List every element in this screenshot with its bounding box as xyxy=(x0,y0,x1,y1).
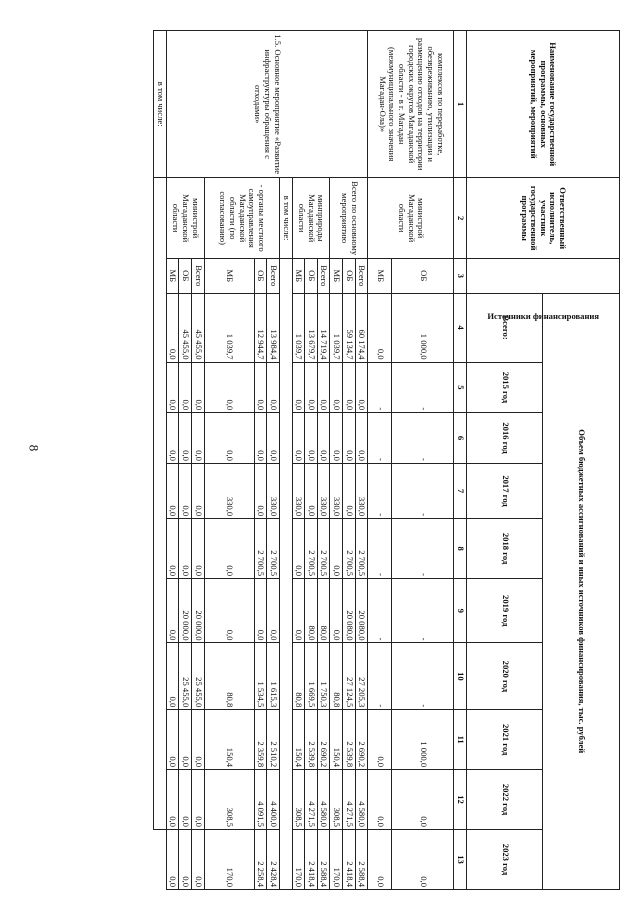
value-cell: 0,0 xyxy=(330,519,343,579)
value-cell: 0,0 xyxy=(166,829,179,889)
value-cell: 1 000,0 xyxy=(392,293,454,362)
financing-table xyxy=(153,30,620,890)
source-cell: МБ xyxy=(204,258,254,293)
value-cell: 2 258,4 xyxy=(254,829,267,889)
value-cell: 0,0 xyxy=(166,463,179,518)
value-cell: 0,0 xyxy=(317,362,330,413)
value-cell: 0,0 xyxy=(267,413,280,464)
column-number: 8 xyxy=(454,519,467,579)
value-cell: 20 000,0 xyxy=(192,579,205,643)
column-number: 12 xyxy=(454,770,467,830)
block2-resp-incl2: в том числе: xyxy=(154,31,167,178)
value-cell: 0,0 xyxy=(166,710,179,770)
column-number: 13 xyxy=(454,829,467,889)
value-cell: 330,0 xyxy=(267,463,280,518)
column-number: 6 xyxy=(454,413,467,464)
header-responsible: Ответственный исполнитель, участник государственной программы xyxy=(467,178,620,259)
value-cell: 0,0 xyxy=(368,829,392,889)
value-cell: - xyxy=(368,519,392,579)
value-cell: 0,0 xyxy=(343,413,356,464)
value-cell: 2 588,4 xyxy=(317,829,330,889)
value-cell: 0,0 xyxy=(254,579,267,643)
source-cell: МБ xyxy=(166,258,179,293)
column-number: 9 xyxy=(454,579,467,643)
value-cell: 0,0 xyxy=(368,770,392,830)
value-cell: 0,0 xyxy=(166,519,179,579)
value-cell: - xyxy=(392,519,454,579)
value-cell: 0,0 xyxy=(368,710,392,770)
value-cell: 4 580,0 xyxy=(355,770,368,830)
value-cell: 0,0 xyxy=(204,579,254,643)
value-cell: 0,0 xyxy=(343,463,356,518)
value-cell: 0,0 xyxy=(392,829,454,889)
value-cell: 45 455,0 xyxy=(192,293,205,362)
value-cell: 150,4 xyxy=(204,710,254,770)
value-cell: 20 000,0 xyxy=(179,579,192,643)
block2-resp-total: Всего по основному мероприятию xyxy=(330,178,368,259)
value-cell: 0,0 xyxy=(292,519,305,579)
empty-cell xyxy=(154,178,167,830)
value-cell: 27 205,3 xyxy=(355,643,368,710)
value-cell: 0,0 xyxy=(330,579,343,643)
header-name: Наименование государственной программы, основных мероприятий, мероприятий xyxy=(467,31,620,178)
value-cell: 45 455,0 xyxy=(179,293,192,362)
value-cell: 0,0 xyxy=(179,710,192,770)
value-cell: 170,0 xyxy=(292,829,305,889)
value-cell: 308,5 xyxy=(204,770,254,830)
block2-name: 1.5. Основное мероприятие «Развитие инфраструктуры обращения с отходами» xyxy=(166,31,368,178)
header-year: 2018 год xyxy=(467,519,544,579)
value-cell: - xyxy=(392,413,454,464)
value-cell: - xyxy=(368,463,392,518)
value-cell: - xyxy=(392,463,454,518)
block2-resp-incl: в том числе: xyxy=(280,178,293,259)
value-cell: 330,0 xyxy=(204,463,254,518)
value-cell: 4 091,5 xyxy=(254,770,267,830)
value-cell: 0,0 xyxy=(330,362,343,413)
header-year: 2019 год xyxy=(467,579,544,643)
value-cell: 0,0 xyxy=(179,362,192,413)
value-cell: 0,0 xyxy=(305,463,318,518)
column-number: 11 xyxy=(454,710,467,770)
value-cell: 0,0 xyxy=(204,413,254,464)
value-cell: 330,0 xyxy=(317,463,330,518)
value-cell: 1 669,5 xyxy=(305,643,318,710)
value-cell: 2 700,5 xyxy=(305,519,318,579)
value-cell: 0,0 xyxy=(355,413,368,464)
header-year: 2017 год xyxy=(467,463,544,518)
value-cell: 13 984,4 xyxy=(267,293,280,362)
value-cell: 2 539,8 xyxy=(343,710,356,770)
source-cell: ОБ xyxy=(343,258,356,293)
value-cell: 0,0 xyxy=(166,643,179,710)
value-cell: 0,0 xyxy=(305,362,318,413)
value-cell: 2 700,5 xyxy=(267,519,280,579)
value-cell: 0,0 xyxy=(305,413,318,464)
value-cell: 1 039,7 xyxy=(292,293,305,362)
value-cell: 60 174,4 xyxy=(355,293,368,362)
header-year: 2022 год xyxy=(467,770,544,830)
source-cell: Всего xyxy=(267,258,280,293)
value-cell: 170,0 xyxy=(330,829,343,889)
header-volume: Объем бюджетных ассигнований и иных источников финансирования, тыс. рублей xyxy=(543,293,620,890)
value-cell: 2 700,5 xyxy=(355,519,368,579)
value-cell: 0,0 xyxy=(166,293,179,362)
source-cell: ОБ xyxy=(392,258,454,293)
header-year: 2021 год xyxy=(467,710,544,770)
value-cell: 80,8 xyxy=(330,643,343,710)
value-cell: 20 080,0 xyxy=(343,579,356,643)
block2-resp-local: - органы местного самоуправления Магаданской области (по согласованию) xyxy=(204,178,279,259)
value-cell: 0,0 xyxy=(267,362,280,413)
value-cell: 0,0 xyxy=(166,362,179,413)
value-cell: 308,5 xyxy=(292,770,305,830)
header-year: 2023 год xyxy=(467,829,544,889)
value-cell: - xyxy=(392,579,454,643)
column-number: 5 xyxy=(454,362,467,413)
value-cell: 0,0 xyxy=(192,710,205,770)
value-cell: 0,0 xyxy=(179,829,192,889)
value-cell: 2 690,2 xyxy=(317,710,330,770)
value-cell: 2 510,2 xyxy=(267,710,280,770)
header-source xyxy=(467,258,620,322)
value-cell: 0,0 xyxy=(343,362,356,413)
value-cell: 0,0 xyxy=(204,362,254,413)
value-cell: 0,0 xyxy=(192,770,205,830)
source-cell: ОБ xyxy=(254,258,267,293)
value-cell: 2 359,8 xyxy=(254,710,267,770)
value-cell: 59 134,7 xyxy=(343,293,356,362)
value-cell: 2 700,5 xyxy=(343,519,356,579)
value-cell: 2 700,5 xyxy=(254,519,267,579)
header-year: 2016 год xyxy=(467,413,544,464)
value-cell: 4 400,0 xyxy=(267,770,280,830)
value-cell: 1 750,3 xyxy=(317,643,330,710)
value-cell: 150,4 xyxy=(292,710,305,770)
value-cell: 2 588,4 xyxy=(355,829,368,889)
value-cell: 170,0 xyxy=(204,829,254,889)
block2-resp-min: минприроды Магаданской области xyxy=(292,178,330,259)
page-number: 8 xyxy=(26,444,42,452)
value-cell: 0,0 xyxy=(179,463,192,518)
value-cell: 80,8 xyxy=(204,643,254,710)
value-cell: 1 039,7 xyxy=(204,293,254,362)
value-cell: 4 580,0 xyxy=(317,770,330,830)
source-cell: ОБ xyxy=(179,258,192,293)
source-cell: МБ xyxy=(368,258,392,293)
source-cell: Всего xyxy=(355,258,368,293)
value-cell: 2 539,8 xyxy=(305,710,318,770)
table-row xyxy=(154,31,167,890)
value-cell: - xyxy=(368,579,392,643)
value-cell: 1 039,7 xyxy=(330,293,343,362)
value-cell: - xyxy=(368,413,392,464)
value-cell: 1 615,3 xyxy=(267,643,280,710)
column-number: 1 xyxy=(454,31,467,178)
column-number: 4 xyxy=(454,293,467,362)
value-cell: 80,0 xyxy=(305,579,318,643)
value-cell: 4 271,5 xyxy=(343,770,356,830)
value-cell: 4 271,5 xyxy=(305,770,318,830)
value-cell: 308,5 xyxy=(330,770,343,830)
value-cell: 2 428,4 xyxy=(267,829,280,889)
value-cell: - xyxy=(392,362,454,413)
value-cell: 0,0 xyxy=(166,413,179,464)
source-cell: МБ xyxy=(330,258,343,293)
value-cell: 0,0 xyxy=(204,519,254,579)
empty-cell xyxy=(280,258,293,889)
value-cell: 0,0 xyxy=(292,413,305,464)
source-cell: Всего xyxy=(192,258,205,293)
value-cell: - xyxy=(368,362,392,413)
value-cell: 0,0 xyxy=(292,362,305,413)
block1-name: комплексов по переработке, обезвреживанию, утилизации и размещению отходов на территории городских округов Магаданской области - в г. Магадан (межмуниципального значения Магадан-Ола)» xyxy=(368,31,454,178)
value-cell: 0,0 xyxy=(166,770,179,830)
value-cell: 0,0 xyxy=(254,463,267,518)
column-number-row xyxy=(454,31,467,890)
value-cell: 25 455,0 xyxy=(179,643,192,710)
block1-responsible: министрой Магаданской области xyxy=(368,178,454,259)
header-year: 2015 год xyxy=(467,362,544,413)
value-cell: 13 679,7 xyxy=(305,293,318,362)
value-cell: - xyxy=(392,643,454,710)
table-row xyxy=(392,31,454,890)
value-cell: 0,0 xyxy=(254,362,267,413)
value-cell: 0,0 xyxy=(192,413,205,464)
value-cell: 0,0 xyxy=(355,362,368,413)
header-total: Всего: xyxy=(467,293,544,362)
value-cell: 330,0 xyxy=(292,463,305,518)
header-year: 2020 год xyxy=(467,643,544,710)
value-cell: 25 455,0 xyxy=(192,643,205,710)
value-cell: 80,0 xyxy=(317,579,330,643)
value-cell: 0,0 xyxy=(192,519,205,579)
value-cell: 0,0 xyxy=(179,519,192,579)
table-row xyxy=(355,31,368,890)
source-cell: Всего xyxy=(317,258,330,293)
block2-resp-stroy: министрой Магаданской области xyxy=(166,178,204,259)
value-cell: 0,0 xyxy=(330,413,343,464)
value-cell: 330,0 xyxy=(355,463,368,518)
value-cell: 0,0 xyxy=(192,362,205,413)
value-cell: 0,0 xyxy=(192,463,205,518)
rotated-table-container xyxy=(140,30,620,890)
value-cell: 0,0 xyxy=(368,293,392,362)
value-cell: 27 124,5 xyxy=(343,643,356,710)
value-cell: 0,0 xyxy=(392,770,454,830)
value-cell: 0,0 xyxy=(292,579,305,643)
value-cell: 2 418,4 xyxy=(343,829,356,889)
value-cell: 20 080,0 xyxy=(355,579,368,643)
value-cell: 1 000,0 xyxy=(392,710,454,770)
value-cell: 0,0 xyxy=(179,770,192,830)
value-cell: 0,0 xyxy=(166,579,179,643)
value-cell: - xyxy=(368,643,392,710)
column-number: 7 xyxy=(454,463,467,518)
value-cell: 2 700,5 xyxy=(317,519,330,579)
value-cell: 0,0 xyxy=(192,829,205,889)
value-cell: 1 534,5 xyxy=(254,643,267,710)
value-cell: 0,0 xyxy=(179,413,192,464)
value-cell: 2 418,4 xyxy=(305,829,318,889)
value-cell: 150,4 xyxy=(330,710,343,770)
header-row-1 xyxy=(543,31,620,890)
value-cell: 80,8 xyxy=(292,643,305,710)
value-cell: 14 719,4 xyxy=(317,293,330,362)
value-cell: 0,0 xyxy=(254,413,267,464)
column-number: 10 xyxy=(454,643,467,710)
value-cell: 12 944,7 xyxy=(254,293,267,362)
source-cell: МБ xyxy=(292,258,305,293)
source-cell: ОБ xyxy=(305,258,318,293)
column-number: 3 xyxy=(454,258,467,293)
value-cell: 2 690,2 xyxy=(355,710,368,770)
value-cell: 330,0 xyxy=(330,463,343,518)
header-source-text: Источники финансирования xyxy=(487,311,599,322)
value-cell: 0,0 xyxy=(317,413,330,464)
column-number: 2 xyxy=(454,178,467,259)
value-cell: 0,0 xyxy=(267,579,280,643)
